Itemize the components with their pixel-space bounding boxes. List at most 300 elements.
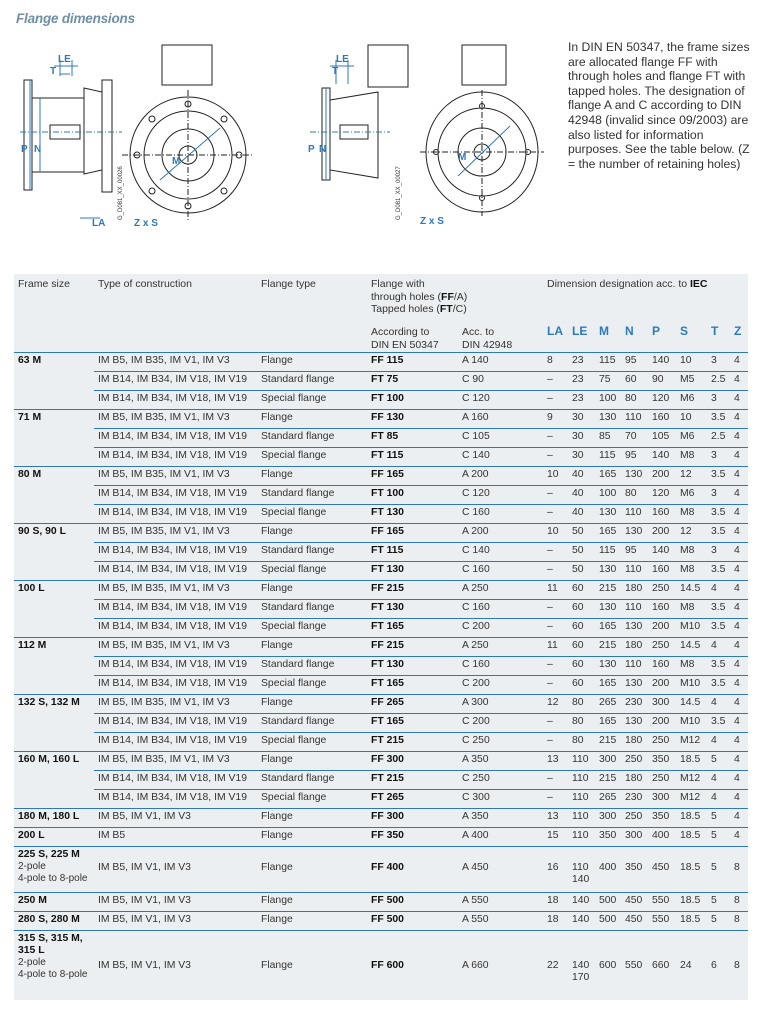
m-cell: 500 bbox=[599, 895, 617, 906]
flange-with-line3a: Tapped holes ( bbox=[371, 303, 440, 315]
m-cell: 600 bbox=[599, 960, 617, 971]
group-divider bbox=[14, 466, 748, 467]
din-42948-cell: C 120 bbox=[462, 488, 490, 499]
din-en-cell: FF 300 bbox=[371, 811, 404, 822]
table-row bbox=[14, 892, 748, 911]
m-label-right: M bbox=[458, 152, 467, 163]
la-cell: – bbox=[547, 450, 553, 461]
s-cell: M10 bbox=[680, 621, 701, 632]
la-cell: – bbox=[547, 621, 553, 632]
flange-table bbox=[14, 274, 748, 1000]
flange-with-line3c: /C) bbox=[452, 303, 467, 315]
din-42948-cell: A 200 bbox=[462, 469, 489, 480]
p-cell: 400 bbox=[652, 830, 670, 841]
n-cell: 450 bbox=[625, 914, 643, 925]
flange-with-line1: Flange with bbox=[371, 278, 425, 290]
table-row bbox=[14, 713, 748, 732]
dim-designation-text: Dimension designation acc. to bbox=[547, 278, 688, 290]
s-cell: M8 bbox=[680, 450, 695, 461]
din-en-cell: FF 115 bbox=[371, 355, 404, 366]
p-cell: 200 bbox=[652, 469, 670, 480]
le-cell: 60 bbox=[572, 583, 584, 594]
flange-with-line2a: through holes ( bbox=[371, 290, 442, 303]
m-cell: 265 bbox=[599, 792, 617, 803]
n-cell: 250 bbox=[625, 754, 643, 765]
la-label: LA bbox=[92, 218, 106, 229]
la-cell: 11 bbox=[547, 640, 558, 651]
m-cell: 165 bbox=[599, 469, 617, 480]
table-row bbox=[14, 732, 748, 751]
group-divider bbox=[14, 523, 748, 524]
din-42948-cell: A 140 bbox=[462, 355, 489, 366]
t-cell: 3.5 bbox=[711, 659, 726, 670]
s-cell: M6 bbox=[680, 431, 695, 442]
z-cell: 8 bbox=[734, 895, 740, 906]
s-cell: M12 bbox=[680, 792, 701, 803]
la-cell: – bbox=[547, 773, 553, 784]
construction-cell: IM B14, IM B34, IM V18, IM V19 bbox=[98, 773, 247, 784]
p-cell: 200 bbox=[652, 526, 670, 537]
din-en-cell: FT 75 bbox=[371, 374, 399, 385]
construction-cell: IM B14, IM B34, IM V18, IM V19 bbox=[98, 716, 247, 727]
table-row bbox=[14, 428, 748, 447]
table-row bbox=[14, 504, 748, 523]
flange-type-cell: Flange bbox=[261, 960, 293, 971]
dim-code-s: S bbox=[680, 324, 689, 338]
m-cell: 165 bbox=[599, 678, 617, 689]
m-cell: 215 bbox=[599, 583, 617, 594]
t-cell: 3 bbox=[711, 488, 717, 499]
t-cell: 3.5 bbox=[711, 602, 726, 613]
flange-type-cell: Standard flange bbox=[261, 431, 335, 442]
s-cell: 18.5 bbox=[680, 754, 701, 765]
t-cell: 4 bbox=[711, 640, 717, 651]
m-cell: 400 bbox=[599, 862, 617, 873]
din-en-cell: FF 500 bbox=[371, 895, 404, 906]
flange-type-cell: Flange bbox=[261, 830, 293, 841]
le-cell: 60 bbox=[572, 621, 584, 632]
table-row bbox=[14, 694, 748, 713]
dim-code-t: T bbox=[711, 324, 719, 338]
construction-cell: IM B5, IM V1, IM V3 bbox=[98, 895, 191, 906]
din-en-cell: FF 400 bbox=[371, 862, 404, 873]
din-42948-cell: A 200 bbox=[462, 526, 489, 537]
pole-note: 2-pole bbox=[18, 957, 46, 968]
din-42948-cell: A 550 bbox=[462, 895, 489, 906]
n-cell: 95 bbox=[625, 450, 637, 461]
s-cell: 12 bbox=[680, 526, 692, 537]
group-divider bbox=[14, 846, 748, 847]
s-cell: M10 bbox=[680, 678, 701, 689]
din-en-cell: FT 115 bbox=[371, 545, 404, 556]
la-cell: 12 bbox=[547, 697, 559, 708]
din-en-cell: FT 130 bbox=[371, 602, 404, 613]
table-row bbox=[14, 808, 748, 827]
flange-type-cell: Standard flange bbox=[261, 773, 335, 784]
group-divider bbox=[14, 409, 748, 410]
t-cell: 4 bbox=[711, 773, 717, 784]
s-cell: 14.5 bbox=[680, 640, 701, 651]
din-en-cell: FF 130 bbox=[371, 412, 404, 423]
table-row bbox=[14, 618, 748, 637]
t-cell: 4 bbox=[711, 583, 717, 594]
z-cell: 4 bbox=[734, 412, 740, 423]
din-42948-cell: C 160 bbox=[462, 507, 490, 518]
la-cell: – bbox=[547, 659, 553, 670]
din-42948-cell: C 140 bbox=[462, 545, 490, 556]
le-cell: 60 bbox=[572, 602, 584, 613]
z-cell: 8 bbox=[734, 862, 740, 873]
flange-type-cell: Flange bbox=[261, 583, 293, 594]
din-en-cell: FT 85 bbox=[371, 431, 399, 442]
la-cell: – bbox=[547, 507, 553, 518]
din-42948-cell: A 250 bbox=[462, 583, 489, 594]
din-en-cell: FF 215 bbox=[371, 583, 404, 594]
le-cell: 60 bbox=[572, 640, 584, 651]
construction-cell: IM B5, IM B35, IM V1, IM V3 bbox=[98, 697, 230, 708]
z-cell: 8 bbox=[734, 960, 740, 971]
m-cell: 215 bbox=[599, 735, 617, 746]
intro-text: In DIN EN 50347, the frame sizes are allocated flange FF with through holes and flange FT with tapped holes. The designation of flange A and C according to DIN 42948 (invalid since 09/2003) are also listed for information purposes. See the table below. (Z = the number of retaining holes) bbox=[568, 40, 750, 171]
frame-size-cell: 112 M bbox=[18, 640, 47, 651]
din-42948-cell: C 160 bbox=[462, 602, 490, 613]
n-cell: 250 bbox=[625, 811, 643, 822]
din-42948-cell: C 160 bbox=[462, 564, 490, 575]
p-cell: 140 bbox=[652, 450, 670, 461]
p-cell: 120 bbox=[652, 488, 670, 499]
flange-type-cell: Flange bbox=[261, 862, 293, 873]
la-cell: 10 bbox=[547, 526, 559, 537]
le-cell: 80 bbox=[572, 716, 584, 727]
table-row bbox=[14, 390, 748, 409]
frame-size-cell: 160 M, 160 L bbox=[18, 754, 80, 765]
din-42948-cell: C 200 bbox=[462, 716, 490, 727]
t-cell: 4 bbox=[711, 697, 717, 708]
table-row bbox=[14, 911, 748, 930]
group-divider bbox=[14, 637, 748, 638]
t-cell: 5 bbox=[711, 914, 717, 925]
n-cell: 80 bbox=[625, 393, 637, 404]
frame-size-cell: 250 M bbox=[18, 895, 47, 906]
table-row bbox=[14, 580, 748, 599]
flange-type-header: Flange type bbox=[261, 278, 316, 290]
construction-cell: IM B5, IM V1, IM V3 bbox=[98, 960, 191, 971]
s-cell: M8 bbox=[680, 602, 695, 613]
construction-cell: IM B5, IM B35, IM V1, IM V3 bbox=[98, 526, 230, 537]
acc-din-en-header bbox=[371, 326, 439, 351]
m-cell: 130 bbox=[599, 659, 617, 670]
n-cell: 95 bbox=[625, 545, 637, 556]
construction-cell: IM B5, IM B35, IM V1, IM V3 bbox=[98, 355, 230, 366]
t-cell: 3.5 bbox=[711, 621, 726, 632]
m-cell: 215 bbox=[599, 773, 617, 784]
z-cell: 4 bbox=[734, 431, 740, 442]
t-cell: 3 bbox=[711, 393, 717, 404]
construction-cell: IM B14, IM B34, IM V18, IM V19 bbox=[98, 488, 247, 499]
group-divider bbox=[14, 580, 748, 581]
table-row bbox=[14, 352, 748, 371]
din-42948-cell: C 140 bbox=[462, 450, 490, 461]
t-cell: 3.5 bbox=[711, 678, 726, 689]
flange-type-cell: Flange bbox=[261, 697, 293, 708]
m-cell: 130 bbox=[599, 507, 617, 518]
dim-code-p: P bbox=[652, 324, 661, 338]
p-cell: 660 bbox=[652, 960, 670, 971]
dim-code-m: M bbox=[599, 324, 609, 338]
din-en-cell: FF 500 bbox=[371, 914, 404, 925]
acc2-line2: DIN 42948 bbox=[462, 338, 513, 351]
le-cell: 110 140 bbox=[572, 862, 590, 885]
t-cell: 5 bbox=[711, 754, 717, 765]
m-cell: 265 bbox=[599, 697, 617, 708]
group-divider bbox=[14, 892, 748, 893]
t-cell: 3 bbox=[711, 355, 717, 366]
m-label: M bbox=[172, 156, 181, 167]
construction-cell: IM B14, IM B34, IM V18, IM V19 bbox=[98, 621, 247, 632]
flange-type-cell: Special flange bbox=[261, 621, 327, 632]
flange-type-cell: Standard flange bbox=[261, 545, 335, 556]
frame-size-cell: 132 S, 132 M bbox=[18, 697, 80, 708]
n-cell: 180 bbox=[625, 735, 643, 746]
le-cell: 50 bbox=[572, 526, 584, 537]
din-en-cell: FT 115 bbox=[371, 450, 404, 461]
la-cell: – bbox=[547, 431, 553, 442]
n-cell: 110 bbox=[625, 659, 642, 670]
dim-code-z: Z bbox=[734, 324, 742, 338]
construction-cell: IM B14, IM B34, IM V18, IM V19 bbox=[98, 431, 247, 442]
z-cell: 8 bbox=[734, 914, 740, 925]
construction-cell: IM B14, IM B34, IM V18, IM V19 bbox=[98, 507, 247, 518]
la-cell: – bbox=[547, 545, 553, 556]
construction-cell: IM B14, IM B34, IM V18, IM V19 bbox=[98, 792, 247, 803]
z-cell: 4 bbox=[734, 792, 740, 803]
flange-type-cell: Flange bbox=[261, 412, 293, 423]
din-en-cell: FT 215 bbox=[371, 773, 404, 784]
flange-type-cell: Flange bbox=[261, 914, 293, 925]
s-cell: M6 bbox=[680, 488, 695, 499]
n-label-right: N bbox=[319, 144, 327, 155]
z-cell: 4 bbox=[734, 754, 740, 765]
le-cell: 50 bbox=[572, 545, 584, 556]
p-label: P bbox=[21, 144, 28, 155]
construction-cell: IM B14, IM B34, IM V18, IM V19 bbox=[98, 678, 247, 689]
la-cell: 8 bbox=[547, 355, 553, 366]
z-cell: 4 bbox=[734, 374, 740, 385]
t-cell: 3 bbox=[711, 450, 717, 461]
t-cell: 3 bbox=[711, 545, 717, 556]
n-cell: 110 bbox=[625, 507, 642, 518]
s-cell: 12 bbox=[680, 469, 692, 480]
t-cell: 4 bbox=[711, 735, 717, 746]
n-cell: 300 bbox=[625, 830, 643, 841]
dim-designation-header bbox=[547, 278, 708, 291]
s-cell: 18.5 bbox=[680, 830, 701, 841]
m-cell: 300 bbox=[599, 811, 617, 822]
n-label: N bbox=[34, 144, 42, 155]
p-cell: 160 bbox=[652, 659, 670, 670]
s-cell: 10 bbox=[680, 412, 692, 423]
din-en-cell: FF 165 bbox=[371, 469, 404, 480]
t-cell: 3.5 bbox=[711, 507, 726, 518]
flange-type-cell: Special flange bbox=[261, 792, 327, 803]
table-row bbox=[14, 789, 748, 808]
n-cell: 80 bbox=[625, 488, 637, 499]
le-cell: 23 bbox=[572, 374, 584, 385]
frame-size-cell: 80 M bbox=[18, 469, 42, 480]
acc-din-42948-header bbox=[462, 326, 512, 351]
s-cell: 18.5 bbox=[680, 914, 701, 925]
acc1-line1: According to bbox=[371, 326, 430, 338]
flange-type-cell: Flange bbox=[261, 640, 293, 651]
table-row bbox=[14, 485, 748, 504]
din-42948-cell: A 300 bbox=[462, 697, 489, 708]
z-cell: 4 bbox=[734, 469, 740, 480]
din-42948-cell: C 120 bbox=[462, 393, 490, 404]
din-42948-cell: A 250 bbox=[462, 640, 489, 651]
group-divider bbox=[14, 911, 748, 912]
table-row bbox=[14, 466, 748, 485]
z-cell: 4 bbox=[734, 716, 740, 727]
n-cell: 180 bbox=[625, 773, 643, 784]
la-cell: 15 bbox=[547, 830, 559, 841]
drawing-code-left: G_D081_XX_00026 bbox=[118, 166, 124, 220]
flange-type-cell: Flange bbox=[261, 355, 293, 366]
la-cell: – bbox=[547, 488, 553, 499]
flange-type-cell: Flange bbox=[261, 811, 293, 822]
le-cell: 80 bbox=[572, 735, 584, 746]
flange-type-cell: Flange bbox=[261, 895, 293, 906]
p-cell: 140 bbox=[652, 355, 670, 366]
m-cell: 500 bbox=[599, 914, 617, 925]
z-cell: 4 bbox=[734, 545, 740, 556]
din-42948-cell: A 400 bbox=[462, 830, 489, 841]
dim-code-le: LE bbox=[572, 324, 588, 338]
la-cell: – bbox=[547, 564, 553, 575]
flange-with-header bbox=[371, 278, 467, 316]
p-cell: 160 bbox=[652, 412, 670, 423]
p-cell: 450 bbox=[652, 862, 670, 873]
construction-cell: IM B5, IM B35, IM V1, IM V3 bbox=[98, 583, 230, 594]
z-cell: 4 bbox=[734, 678, 740, 689]
front-view-ff-drawing bbox=[122, 45, 254, 220]
pole-note: 2-pole bbox=[18, 861, 46, 872]
t-cell: 3.5 bbox=[711, 469, 726, 480]
construction-cell: IM B5, IM V1, IM V3 bbox=[98, 862, 191, 873]
table-row bbox=[14, 409, 748, 428]
construction-cell: IM B14, IM B34, IM V18, IM V19 bbox=[98, 393, 247, 404]
z-cell: 4 bbox=[734, 355, 740, 366]
zxs-label-right: Z x S bbox=[420, 216, 444, 227]
n-cell: 60 bbox=[625, 374, 637, 385]
t-cell: 2.5 bbox=[711, 431, 726, 442]
pole-note: 4-pole to 8-pole bbox=[18, 969, 88, 980]
frame-size-cell: 225 S, 225 M 2-pole 4-pole to 8-pole bbox=[18, 849, 88, 884]
la-cell: 18 bbox=[547, 914, 559, 925]
construction-cell: IM B14, IM B34, IM V18, IM V19 bbox=[98, 735, 247, 746]
le-cell: 30 bbox=[572, 412, 584, 423]
page-title: Flange dimensions bbox=[16, 11, 135, 26]
z-cell: 4 bbox=[734, 488, 740, 499]
table-row bbox=[14, 447, 748, 466]
din-en-cell: FF 265 bbox=[371, 697, 404, 708]
n-cell: 130 bbox=[625, 526, 643, 537]
t-cell: 3.5 bbox=[711, 564, 726, 575]
s-cell: M8 bbox=[680, 564, 695, 575]
la-cell: 18 bbox=[547, 895, 559, 906]
p-cell: 250 bbox=[652, 583, 670, 594]
din-en-cell: FT 100 bbox=[371, 393, 404, 404]
construction-cell: IM B5, IM B35, IM V1, IM V3 bbox=[98, 754, 230, 765]
t-cell: 3.5 bbox=[711, 412, 726, 423]
z-cell: 4 bbox=[734, 564, 740, 575]
table-row bbox=[14, 599, 748, 618]
acc1-line2: DIN EN 50347 bbox=[371, 338, 439, 351]
din-en-cell: FT 130 bbox=[371, 564, 404, 575]
t-cell: 6 bbox=[711, 960, 717, 971]
m-cell: 300 bbox=[599, 754, 617, 765]
construction-cell: IM B14, IM B34, IM V18, IM V19 bbox=[98, 545, 247, 556]
flange-type-cell: Flange bbox=[261, 526, 293, 537]
frame-size-cell: 90 S, 90 L bbox=[18, 526, 66, 537]
m-cell: 75 bbox=[599, 374, 611, 385]
s-cell: M12 bbox=[680, 735, 701, 746]
zxs-label: Z x S bbox=[134, 218, 158, 229]
dim-code-la: LA bbox=[547, 324, 563, 338]
m-cell: 350 bbox=[599, 830, 617, 841]
s-cell: 18.5 bbox=[680, 895, 701, 906]
frame-size-cell: 100 L bbox=[18, 583, 45, 594]
din-42948-cell: C 250 bbox=[462, 735, 490, 746]
n-cell: 110 bbox=[625, 602, 642, 613]
p-cell: 300 bbox=[652, 792, 670, 803]
s-cell: 18.5 bbox=[680, 811, 701, 822]
m-cell: 130 bbox=[599, 564, 617, 575]
construction-cell: IM B5, IM B35, IM V1, IM V3 bbox=[98, 469, 230, 480]
din-42948-cell: C 200 bbox=[462, 678, 490, 689]
din-en-cell: FT 265 bbox=[371, 792, 404, 803]
table-row bbox=[14, 542, 748, 561]
m-cell: 115 bbox=[599, 545, 616, 556]
table-row bbox=[14, 930, 748, 988]
t-cell: 5 bbox=[711, 895, 717, 906]
din-en-cell: FT 165 bbox=[371, 678, 404, 689]
m-cell: 215 bbox=[599, 640, 617, 651]
pole-note: 4-pole to 8-pole bbox=[18, 873, 88, 884]
din-en-cell: FT 165 bbox=[371, 716, 404, 727]
z-cell: 4 bbox=[734, 640, 740, 651]
s-cell: M5 bbox=[680, 374, 695, 385]
z-cell: 4 bbox=[734, 621, 740, 632]
la-cell: 11 bbox=[547, 583, 558, 594]
flange-type-cell: Flange bbox=[261, 754, 293, 765]
la-cell: – bbox=[547, 678, 553, 689]
flange-type-cell: Standard flange bbox=[261, 488, 335, 499]
frame-size-cell: 63 M bbox=[18, 355, 42, 366]
le-cell: 80 bbox=[572, 697, 584, 708]
t-cell: 2.5 bbox=[711, 374, 726, 385]
front-view-ft-drawing bbox=[420, 45, 544, 216]
s-cell: 10 bbox=[680, 355, 692, 366]
construction-cell: IM B14, IM B34, IM V18, IM V19 bbox=[98, 659, 247, 670]
flange-drawings bbox=[10, 40, 550, 240]
side-view-ff-drawing bbox=[20, 60, 122, 218]
din-42948-cell: C 300 bbox=[462, 792, 490, 803]
p-cell: 160 bbox=[652, 602, 670, 613]
z-cell: 4 bbox=[734, 450, 740, 461]
le-cell: 110 bbox=[572, 811, 589, 822]
table-row bbox=[14, 561, 748, 580]
z-cell: 4 bbox=[734, 773, 740, 784]
